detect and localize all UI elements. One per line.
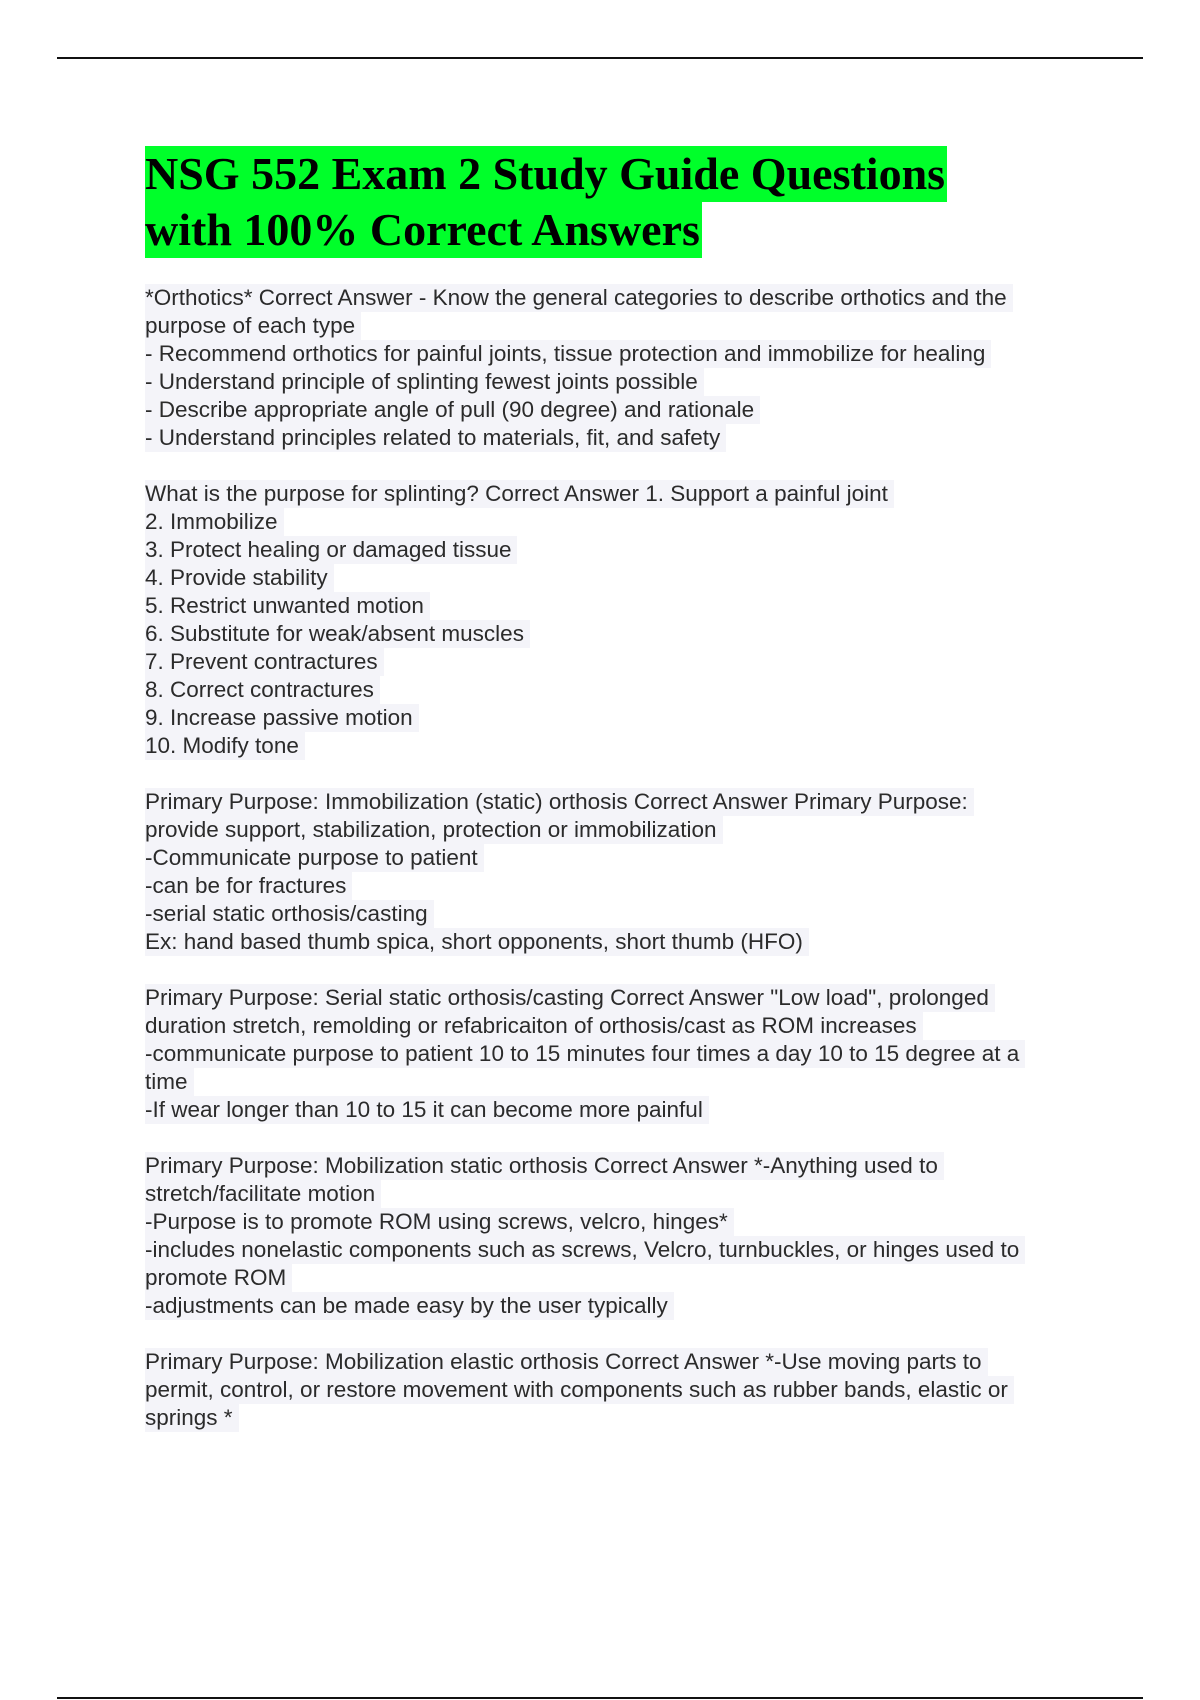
text-line: Primary Purpose: Mobilization elastic orthosis Correct Answer *-Use moving parts to <box>145 1348 988 1376</box>
document-title <box>145 146 947 258</box>
text-line: -Purpose is to promote ROM using screws, velcro, hinges* <box>145 1208 734 1236</box>
title-line-1: NSG 552 Exam 2 Study Guide Questions <box>145 146 947 202</box>
text-line: Primary Purpose: Serial static orthosis/casting Correct Answer "Low load", prolonged <box>145 984 995 1012</box>
text-line: What is the purpose for splinting? Correct Answer 1. Support a painful joint <box>145 480 894 508</box>
text-line: stretch/facilitate motion <box>145 1180 381 1208</box>
text-line: 2. Immobilize <box>145 508 284 536</box>
text-line: - Understand principles related to materials, fit, and safety <box>145 424 726 452</box>
text-line: -includes nonelastic components such as screws, Velcro, turnbuckles, or hinges used to <box>145 1236 1025 1264</box>
qa-block <box>145 1348 1090 1432</box>
text-line: - Understand principle of splinting fewest joints possible <box>145 368 704 396</box>
bottom-rule <box>57 1697 1143 1699</box>
text-line: -If wear longer than 10 to 15 it can become more painful <box>145 1096 709 1124</box>
text-line: Ex: hand based thumb spica, short opponents, short thumb (HFO) <box>145 928 809 956</box>
text-line: 7. Prevent contractures <box>145 648 384 676</box>
document-body <box>145 284 1090 1460</box>
text-line: 4. Provide stability <box>145 564 334 592</box>
qa-block <box>145 480 1090 760</box>
qa-block <box>145 1152 1090 1320</box>
text-line: 8. Correct contractures <box>145 676 380 704</box>
text-line: *Orthotics* Correct Answer - Know the general categories to describe orthotics and the <box>145 284 1013 312</box>
text-line: purpose of each type <box>145 312 361 340</box>
text-line: -communicate purpose to patient 10 to 15 minutes four times a day 10 to 15 degree at a <box>145 1040 1025 1068</box>
text-line: - Recommend orthotics for painful joints, tissue protection and immobilize for healing <box>145 340 991 368</box>
qa-block <box>145 788 1090 956</box>
qa-block <box>145 984 1090 1124</box>
text-line: -serial static orthosis/casting <box>145 900 434 928</box>
text-line: 10. Modify tone <box>145 732 305 760</box>
text-line: 3. Protect healing or damaged tissue <box>145 536 517 564</box>
top-rule <box>57 57 1143 59</box>
text-line: springs * <box>145 1404 239 1432</box>
text-line: Primary Purpose: Mobilization static orthosis Correct Answer *-Anything used to <box>145 1152 944 1180</box>
text-line: 9. Increase passive motion <box>145 704 419 732</box>
text-line: promote ROM <box>145 1264 292 1292</box>
text-line: -can be for fractures <box>145 872 352 900</box>
text-line: time <box>145 1068 194 1096</box>
text-line: permit, control, or restore movement with components such as rubber bands, elastic or <box>145 1376 1014 1404</box>
text-line: 5. Restrict unwanted motion <box>145 592 430 620</box>
text-line: provide support, stabilization, protection or immobilization <box>145 816 723 844</box>
title-line-2: with 100% Correct Answers <box>145 202 702 258</box>
text-line: -Communicate purpose to patient <box>145 844 484 872</box>
text-line: Primary Purpose: Immobilization (static) orthosis Correct Answer Primary Purpose: <box>145 788 974 816</box>
text-line: 6. Substitute for weak/absent muscles <box>145 620 530 648</box>
text-line: duration stretch, remolding or refabricaiton of orthosis/cast as ROM increases <box>145 1012 923 1040</box>
text-line: -adjustments can be made easy by the user typically <box>145 1292 674 1320</box>
qa-block <box>145 284 1090 452</box>
text-line: - Describe appropriate angle of pull (90 degree) and rationale <box>145 396 760 424</box>
